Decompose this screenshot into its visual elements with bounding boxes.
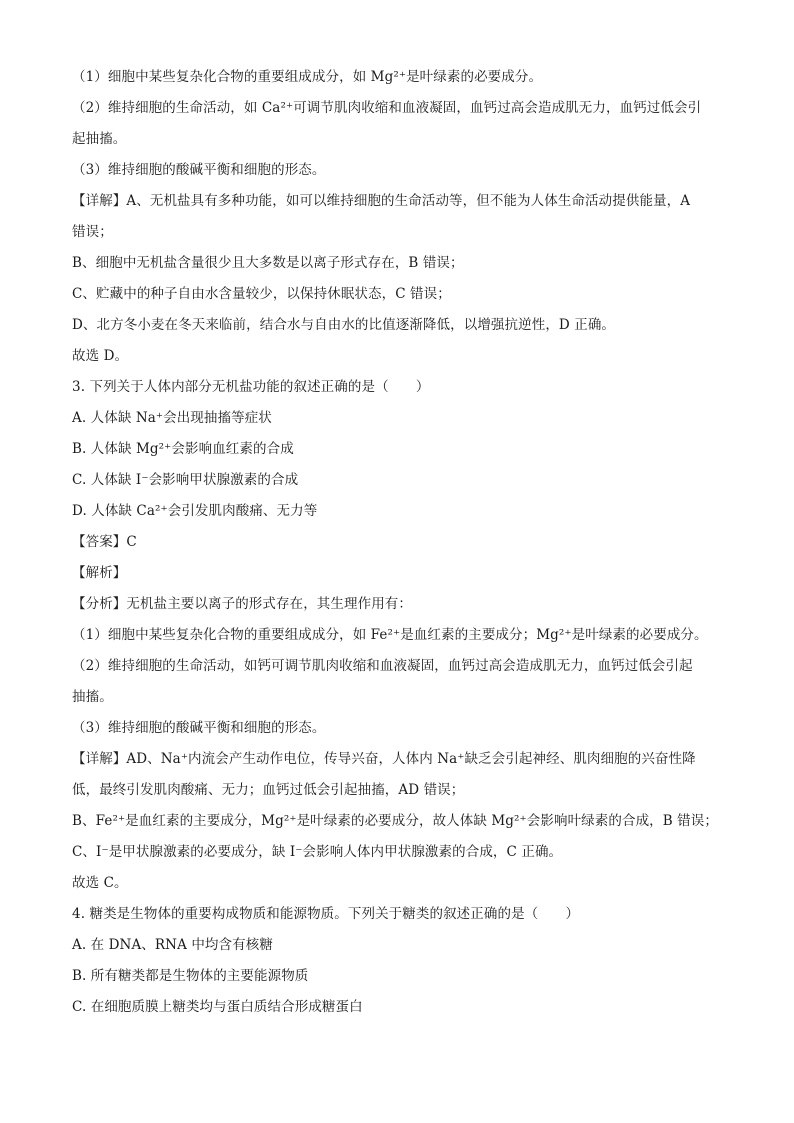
answer-line: 【答案】C [72,534,137,550]
option-d: D. 人体缺 Ca²⁺会引发肌肉酸痛、无力等 [72,503,318,519]
text-line: B、细胞中无机盐含量很少且大多数是以离子形式存在，B 错误； [72,255,464,271]
text-line: D、北方冬小麦在冬天来临前，结合水与自由水的比值逐渐降低，以增强抗逆性，D 正确。 [72,317,616,333]
question-3-stem: 3. 下列关于人体内部分无机盐功能的叙述正确的是（ ） [72,379,430,395]
text-line: 【详解】AD、Na⁺内流会产生动作电位，传导兴奋，人体内 Na⁺缺乏会引起神经、肌肉细胞的兴奋性降 [72,751,696,767]
question-4-stem: 4. 糖类是生物体的重要构成物质和能源物质。下列关于糖类的叙述正确的是（ ） [72,906,580,922]
text-line: （1）细胞中某些复杂化合物的重要组成成分，如 Fe²⁺是血红素的主要成分；Mg²⁺是叶绿素的必要成分。 [72,627,708,643]
text-line: 【分析】无机盐主要以离子的形式存在，其生理作用有： [72,596,412,612]
option-b: B. 所有糖类都是生物体的主要能源物质 [72,968,309,984]
text-line: 抽搐。 [72,689,113,705]
option-b: B. 人体缺 Mg²⁺会影响血红素的合成 [72,441,294,457]
text-line: 低，最终引发肌肉酸痛、无力；血钙过低会引起抽搐，AD 错误； [72,782,465,798]
option-a: A. 人体缺 Na⁺会出现抽搐等症状 [72,410,272,426]
text-line: 【详解】A、无机盐具有多种功能，如可以维持细胞的生命活动等，但不能为人体生命活动提供能量，A [72,193,691,209]
text-line: 错误； [72,224,113,240]
text-line: C、贮藏中的种子自由水含量较少，以保持休眠状态，C 错误； [72,286,451,302]
text-line: 起抽搐。 [72,131,127,147]
text-line: （3）维持细胞的酸碱平衡和细胞的形态。 [72,720,326,736]
text-line: B、Fe²⁺是血红素的主要成分，Mg²⁺是叶绿素的必要成分，故人体缺 Mg²⁺会影响叶绿素的合成，B 错误； [72,813,718,829]
text-line: （2）维持细胞的生命活动，如 Ca²⁺可调节肌肉收缩和血液凝固，血钙过高会造成肌无力，血钙过低会引 [72,100,702,116]
analysis-heading: 【解析】 [72,565,127,581]
option-a: A. 在 DNA、RNA 中均含有核糖 [72,937,273,953]
text-line: （2）维持细胞的生命活动，如钙可调节肌肉收缩和血液凝固，血钙过高会造成肌无力，血钙过低会引起 [72,658,693,674]
text-line: 故选 C。 [72,875,128,891]
text-line: （3）维持细胞的酸碱平衡和细胞的形态。 [72,162,326,178]
text-line: C、I⁻是甲状腺激素的必要成分，缺 I⁻会影响人体内甲状腺激素的合成，C 正确。 [72,844,563,860]
document-page [72,62,722,1023]
text-line: （1）细胞中某些复杂化合物的重要组成成分，如 Mg²⁺是叶绿素的必要成分。 [72,69,543,85]
option-c: C. 人体缺 I⁻会影响甲状腺激素的合成 [72,472,299,488]
text-line: 故选 D。 [72,348,129,364]
option-c: C. 在细胞质膜上糖类均与蛋白质结合形成糖蛋白 [72,999,363,1015]
